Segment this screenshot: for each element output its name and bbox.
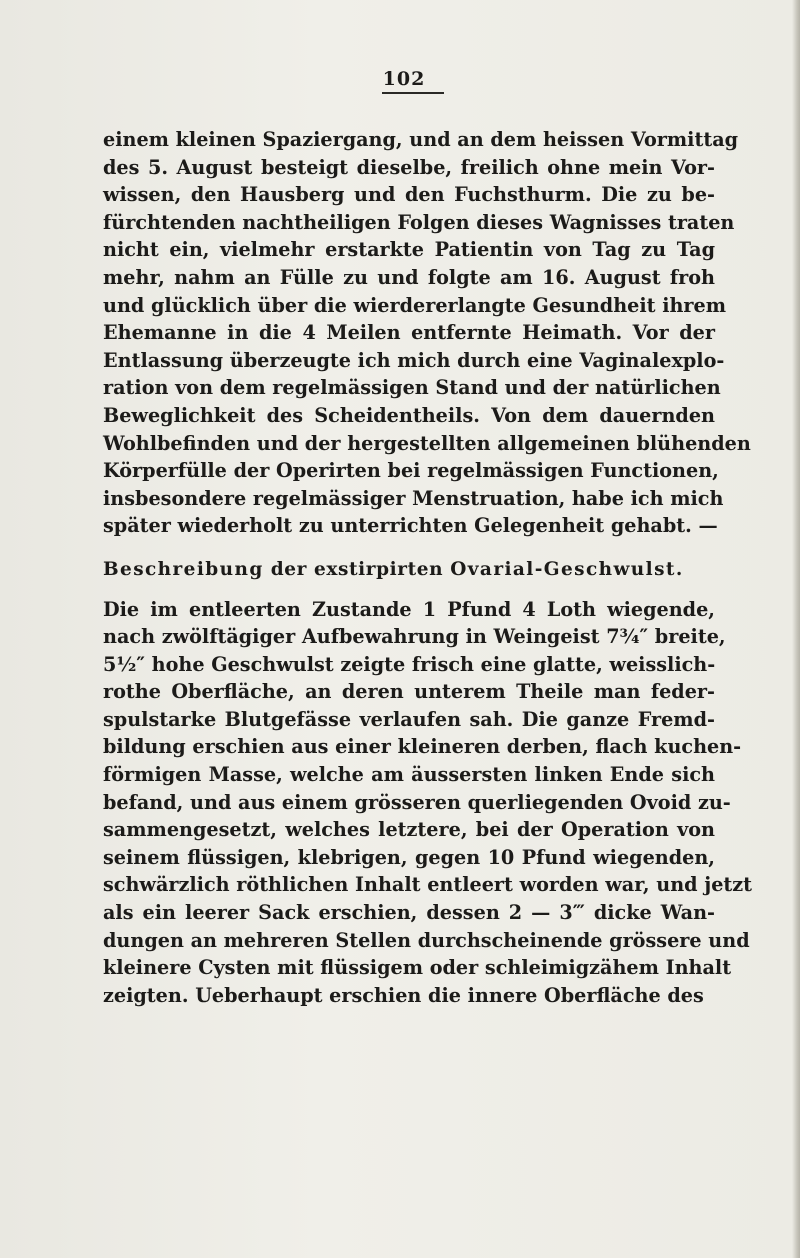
paragraph-1 xyxy=(103,126,751,540)
text-line: insbesondere regelmässiger Menstruation, habe ich mich xyxy=(103,486,724,510)
text-line: rothe Oberfläche, an deren unterem Theile man feder- xyxy=(103,680,715,704)
section-heading xyxy=(103,556,715,584)
page-number: 102 xyxy=(382,68,426,90)
text-line: einem kleinen Spaziergang, und an dem heissen Vormittag xyxy=(103,128,739,151)
text-line: des 5. August besteigt dieselbe, freilich ohne mein Vor- xyxy=(103,155,715,179)
text-line: Beweglichkeit des Scheidentheils. Von dem dauernden xyxy=(103,403,715,427)
page-edge-shadow xyxy=(792,0,800,1258)
text-line: fürchtenden nachtheiligen Folgen dieses Wagnisses traten xyxy=(103,210,735,234)
text-line: dungen an mehreren Stellen durchscheinende grössere und xyxy=(103,928,750,952)
text-line: Entlassung überzeugte ich mich durch eine Vaginalexplo- xyxy=(103,348,725,372)
heading-part-3: Ovarial-Geschwulst. xyxy=(450,558,684,580)
text-line: zeigten. Ueberhaupt erschien die innere Oberfläche des xyxy=(103,983,704,1007)
text-line: wissen, den Hausberg und den Fuchsthurm. Die zu be- xyxy=(103,183,715,207)
body-text xyxy=(103,126,753,1009)
text-line: 5½″ hohe Geschwulst zeigte frisch eine glatte, weisslich- xyxy=(103,652,716,676)
text-line: seinem flüssigen, klebrigen, gegen 10 Pfund wiegenden, xyxy=(103,845,715,869)
page-number-underline xyxy=(382,92,444,94)
heading-part-1: Beschreibung xyxy=(103,558,264,580)
text-line: bildung erschien aus einer kleineren derben, flach kuchen- xyxy=(103,735,742,759)
text-line: Körperfülle der Operirten bei regelmässigen Functionen, xyxy=(103,459,719,483)
text-line: Wohlbefinden und der hergestellten allgemeinen blühenden xyxy=(103,431,751,455)
heading-part-2: der exstirpirten xyxy=(270,558,444,580)
text-line: spulstarke Blutgefässe verlaufen sah. Die ganze Fremd- xyxy=(103,707,715,731)
text-line: kleinere Cysten mit flüssigem oder schleimigzähem Inhalt xyxy=(103,956,732,980)
text-line: und glücklich über die wierdererlangte Gesundheit ihrem xyxy=(103,293,727,317)
text-line: befand, und aus einem grösseren querliegenden Ovoid zu- xyxy=(103,790,731,814)
text-line: förmigen Masse, welche am äussersten linken Ende sich xyxy=(103,763,715,787)
text-line: nicht ein, vielmehr erstarkte Patientin von Tag zu Tag xyxy=(103,238,715,262)
paragraph-2 xyxy=(103,596,753,1010)
text-line: nach zwölftägiger Aufbewahrung in Weingeist 7¾″ breite, xyxy=(103,625,726,649)
text-line: Ehemanne in die 4 Meilen entfernte Heimath. Vor der xyxy=(103,321,715,345)
text-line: mehr, nahm an Fülle zu und folgte am 16. August froh xyxy=(103,265,715,289)
text-line: als ein leerer Sack erschien, dessen 2 — 3‴ dicke Wan- xyxy=(103,901,715,925)
text-line: später wiederholt zu unterrichten Gelegenheit gehabt. — xyxy=(103,514,718,538)
text-line: ration von dem regelmässigen Stand und der natürlichen xyxy=(103,376,721,400)
text-line: schwärzlich röthlichen Inhalt entleert worden war, und jetzt xyxy=(103,873,753,897)
text-line: Die im entleerten Zustande 1 Pfund 4 Loth wiegende, xyxy=(103,597,715,621)
text-line: sammengesetzt, welches letztere, bei der Operation von xyxy=(103,818,715,842)
